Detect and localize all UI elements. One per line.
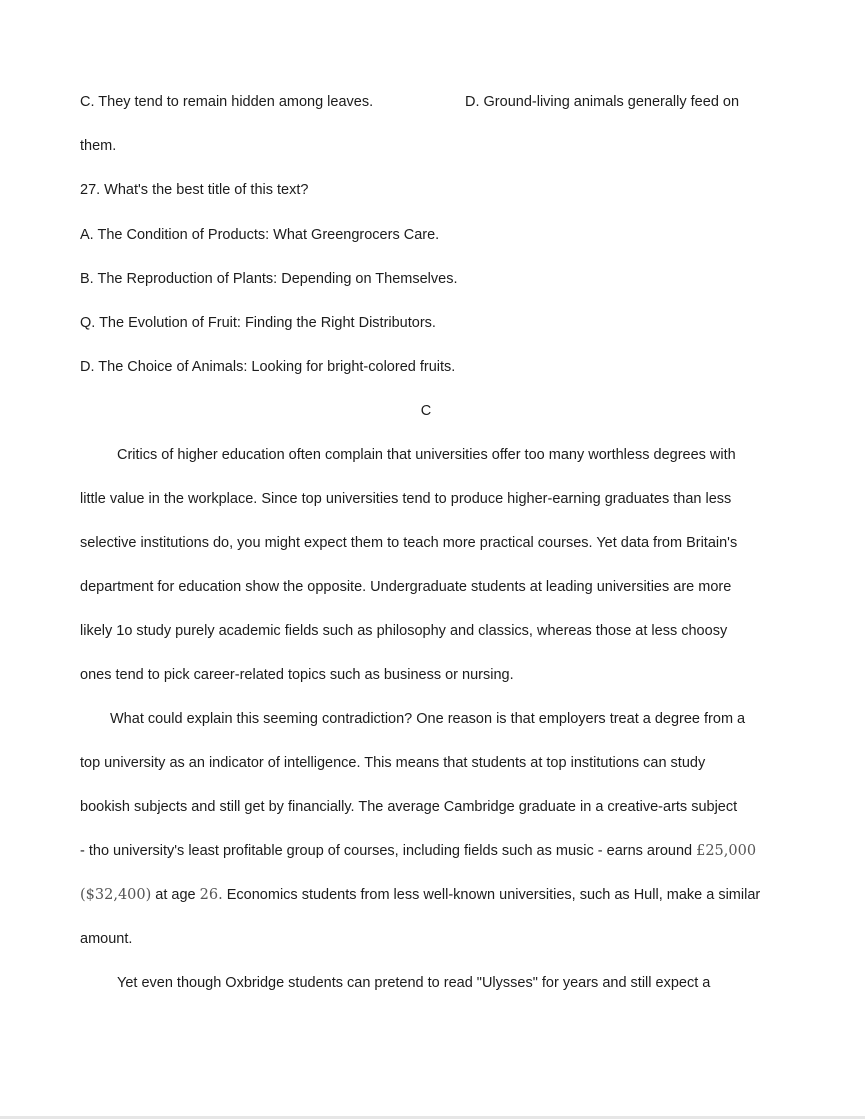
passage-p2-line-5-rest: Economics students from less well-known universities, such as Hull, make a similar [222, 887, 761, 903]
question-27-option-d: D. The Choice of Animals: Looking for bright-colored fruits. [80, 359, 456, 375]
question-27-stem: 27. What's the best title of this text? [80, 182, 309, 198]
passage-p2-line-3: bookish subjects and still get by financially. The average Cambridge graduate in a creative-arts subject [80, 799, 738, 815]
amount-dollars: ($32,400) [80, 887, 152, 903]
option-d-26: D. Ground-living animals generally feed on [465, 94, 740, 110]
passage-p2-line-5-mid: at age [151, 887, 200, 903]
passage-p2-line-4-text: - tho university's least profitable group of courses, including fields such as music - earns around [80, 843, 697, 859]
passage-p1-line-4: department for education show the opposite. Undergraduate students at leading universities are more [80, 579, 732, 595]
question-27-option-a: A. The Condition of Products: What Greengrocers Care. [80, 227, 440, 243]
passage-p2-line-6: amount. [80, 931, 133, 947]
passage-p2-line-4 [80, 842, 780, 860]
question-27-option-b: B. The Reproduction of Plants: Depending on Themselves. [80, 271, 458, 287]
passage-p1-line-2: little value in the workplace. Since top universities tend to produce higher-earning graduates than less [80, 491, 732, 507]
option-d-26-continued: them. [80, 138, 117, 154]
passage-p1-line-6: ones tend to pick career-related topics such as business or nursing. [80, 667, 514, 683]
passage-p1-line-1: Critics of higher education often complain that universities offer too many worthless degrees with [117, 447, 736, 463]
passage-p2-line-1: What could explain this seeming contradiction? One reason is that employers treat a degree from a [110, 711, 746, 727]
section-heading: C [420, 403, 432, 419]
amount-pounds: £25,000 [696, 843, 757, 859]
passage-p3-line-1: Yet even though Oxbridge students can pretend to read "Ulysses" for years and still expect a [117, 975, 711, 991]
passage-p2-line-2: top university as an indicator of intelligence. This means that students at top institutions can study [80, 755, 706, 771]
age-value: 26. [199, 887, 223, 903]
passage-p1-line-5: likely 1o study purely academic fields such as philosophy and classics, whereas those at less choosy [80, 623, 728, 639]
passage-p1-line-3: selective institutions do, you might expect them to teach more practical courses. Yet data from Britain's [80, 535, 738, 551]
passage-p2-line-5 [80, 886, 780, 904]
option-c-26: C. They tend to remain hidden among leaves. [80, 94, 374, 110]
question-27-option-c: Q. The Evolution of Fruit: Finding the Right Distributors. [80, 315, 436, 331]
